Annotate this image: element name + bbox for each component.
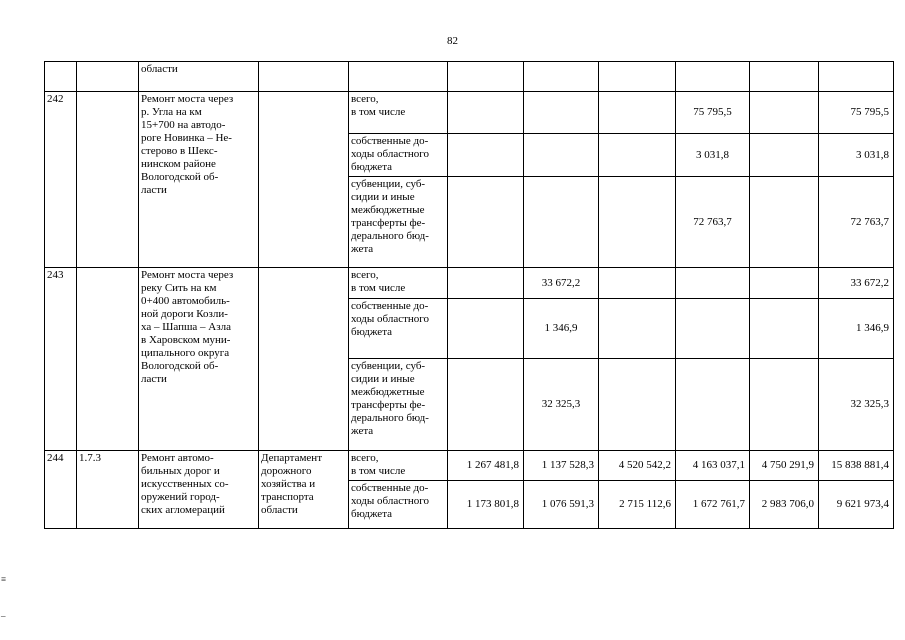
cell-num: 244 <box>45 451 77 529</box>
cell-value <box>750 62 819 92</box>
cell-total: 32 325,3 <box>819 359 894 451</box>
cell-value <box>750 92 819 134</box>
cell-name: Ремонт моста через реку Сить на км 0+400 автомобиль- ной дороги Козли- ха – Шапша – Азла в Хаpовском муни- ципального округа Вологодской об- ласти <box>139 268 259 451</box>
cell-value: 4 163 037,1 <box>676 451 750 481</box>
cell-value <box>448 62 524 92</box>
cell-value: 33 672,2 <box>524 268 599 299</box>
cell-type: всего, в том числе <box>349 451 448 481</box>
cell-total: 72 763,7 <box>819 177 894 268</box>
cell-total: 3 031,8 <box>819 134 894 177</box>
cell-total: 15 838 881,4 <box>819 451 894 481</box>
cell-total: 1 346,9 <box>819 299 894 359</box>
cell-executor: Департамент дорожного хозяйства и транспорта области <box>259 451 349 529</box>
cell-value <box>524 134 599 177</box>
cell-value: 1 346,9 <box>524 299 599 359</box>
cell-type: всего, в том числе <box>349 268 448 299</box>
table-row <box>45 451 894 481</box>
cell-value <box>448 92 524 134</box>
cell-value <box>599 299 676 359</box>
cell-type: собственные до- ходы областного бюджета <box>349 299 448 359</box>
cell-value <box>524 62 599 92</box>
cell-value <box>750 177 819 268</box>
cell-type <box>349 62 448 92</box>
cell-value: 72 763,7 <box>676 177 750 268</box>
cell-total <box>819 62 894 92</box>
cell-executor <box>259 92 349 268</box>
cell-code: 1.7.3 <box>77 451 139 529</box>
cell-value <box>448 177 524 268</box>
cell-value <box>599 177 676 268</box>
cell-name: области <box>139 62 259 92</box>
cell-value <box>676 268 750 299</box>
cell-value: 1 076 591,3 <box>524 481 599 529</box>
margin-mark: ≡ <box>1 574 7 584</box>
cell-value <box>448 299 524 359</box>
cell-value <box>599 134 676 177</box>
cell-total: 75 795,5 <box>819 92 894 134</box>
cell-num <box>45 62 77 92</box>
cell-executor <box>259 268 349 451</box>
cell-value <box>750 299 819 359</box>
cell-executor <box>259 62 349 92</box>
cell-value: 1 267 481,8 <box>448 451 524 481</box>
cell-value <box>448 134 524 177</box>
table-row <box>45 62 894 92</box>
margin-mark: – <box>1 611 6 621</box>
cell-value: 3 031,8 <box>676 134 750 177</box>
cell-value <box>448 268 524 299</box>
cell-value: 4 750 291,9 <box>750 451 819 481</box>
cell-total: 9 621 973,4 <box>819 481 894 529</box>
cell-value <box>599 62 676 92</box>
cell-type: собственные до- ходы областного бюджета <box>349 481 448 529</box>
cell-code <box>77 92 139 268</box>
cell-value <box>448 359 524 451</box>
cell-value: 1 137 528,3 <box>524 451 599 481</box>
cell-type: субвенции, суб- сидии и иные межбюджетные трансферты фе- дерального бюд- жета <box>349 177 448 268</box>
cell-type: собственные до- ходы областного бюджета <box>349 134 448 177</box>
page-number: 82 <box>447 35 458 47</box>
cell-value <box>524 92 599 134</box>
cell-value <box>599 268 676 299</box>
table-row <box>45 268 894 299</box>
cell-value <box>676 359 750 451</box>
cell-value <box>750 268 819 299</box>
cell-value: 2 715 112,6 <box>599 481 676 529</box>
cell-value: 75 795,5 <box>676 92 750 134</box>
cell-value <box>750 359 819 451</box>
cell-value: 32 325,3 <box>524 359 599 451</box>
cell-type: всего, в том числе <box>349 92 448 134</box>
cell-value <box>524 177 599 268</box>
cell-value <box>599 92 676 134</box>
cell-value: 1 173 801,8 <box>448 481 524 529</box>
budget-table <box>44 61 894 529</box>
cell-value <box>676 62 750 92</box>
cell-value <box>599 359 676 451</box>
cell-num: 242 <box>45 92 77 268</box>
cell-type: субвенции, суб- сидии и иные межбюджетные трансферты фе- дерального бюд- жета <box>349 359 448 451</box>
cell-name: Ремонт автомо- бильных дорог и искусственных со- оружений город- ских агломераций <box>139 451 259 529</box>
cell-value: 2 983 706,0 <box>750 481 819 529</box>
cell-num: 243 <box>45 268 77 451</box>
cell-total: 33 672,2 <box>819 268 894 299</box>
cell-name: Ремонт моста через р. Угла на км 15+700 на автодо- роге Новинка – Не- стерово в Шекс- нинском районе Вологодской об- ласти <box>139 92 259 268</box>
cell-code <box>77 62 139 92</box>
cell-code <box>77 268 139 451</box>
table-row <box>45 92 894 134</box>
cell-value: 1 672 761,7 <box>676 481 750 529</box>
cell-value <box>750 134 819 177</box>
cell-value <box>676 299 750 359</box>
cell-value: 4 520 542,2 <box>599 451 676 481</box>
